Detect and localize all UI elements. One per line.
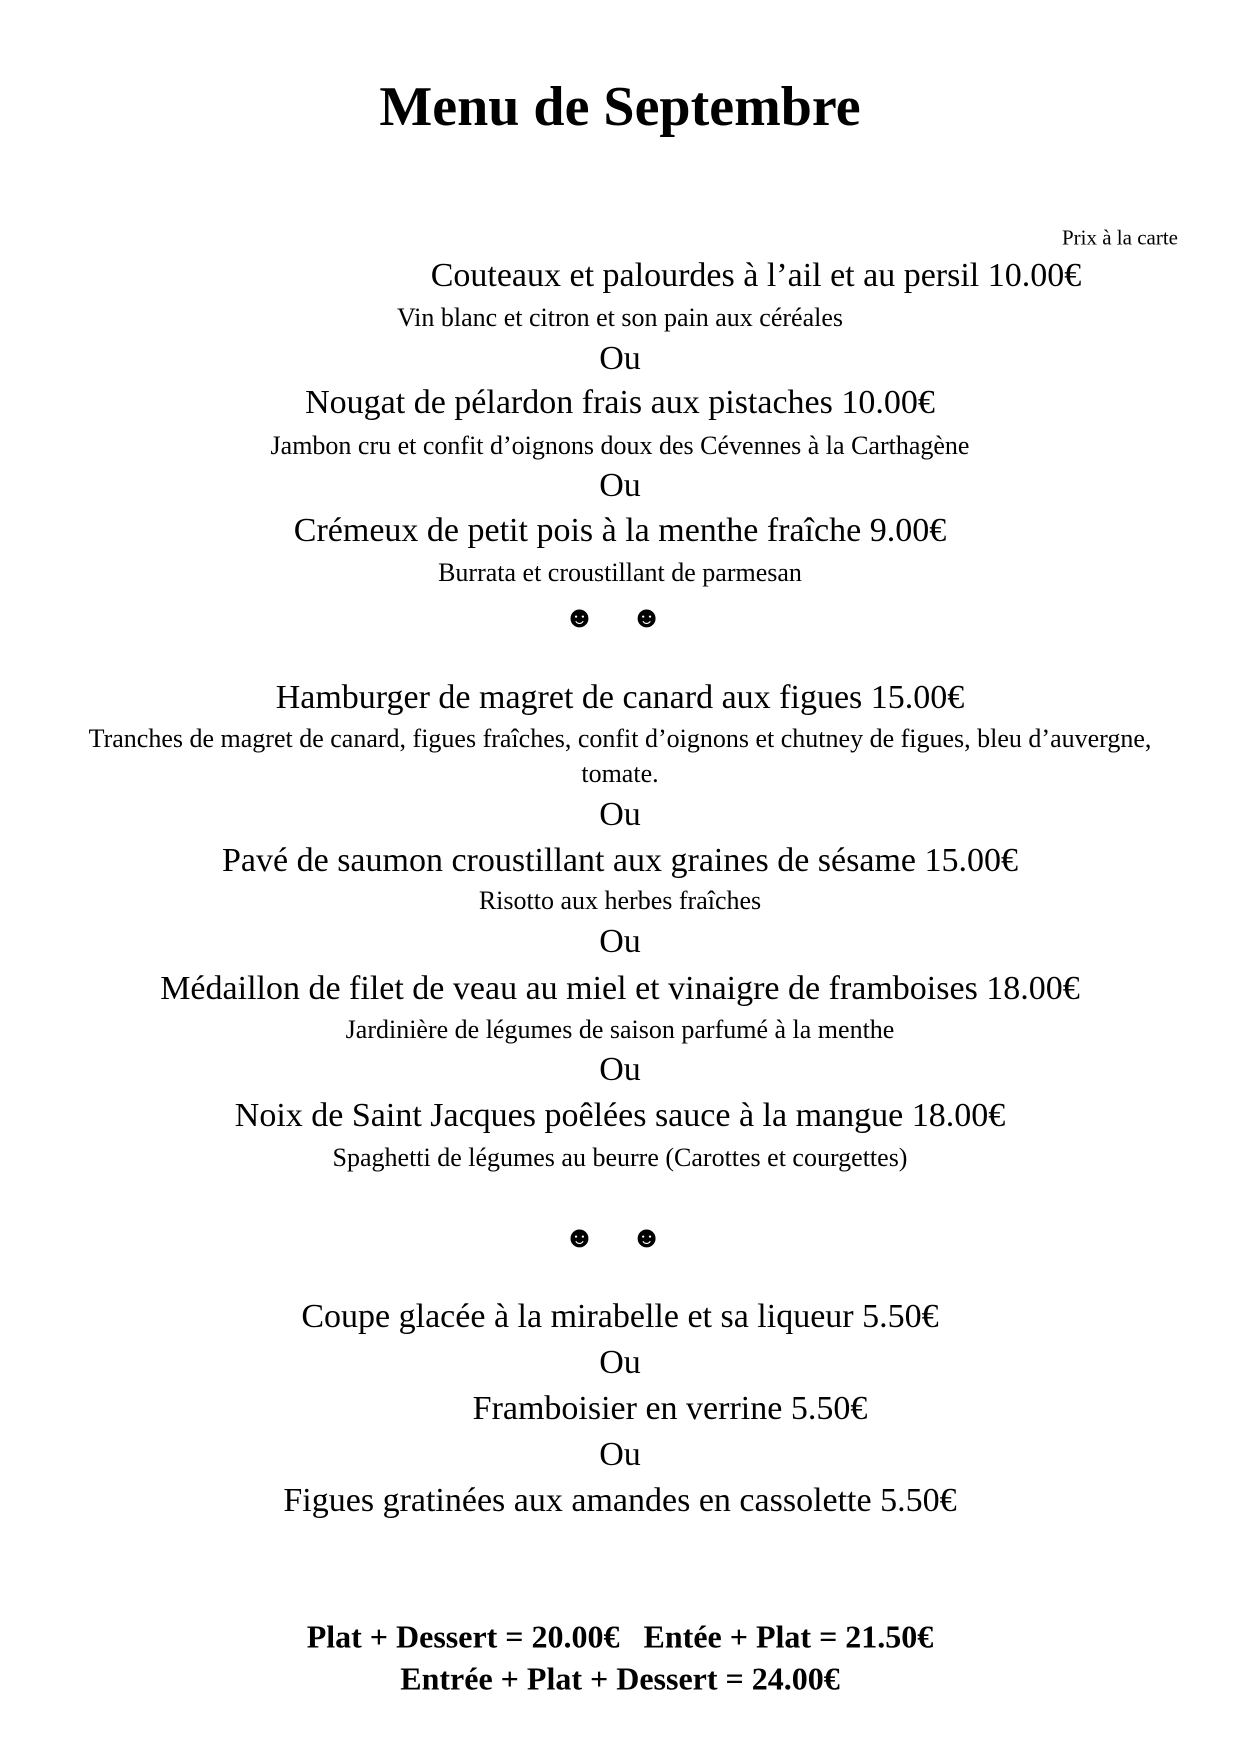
formula-line: Plat + Dessert = 20.00€ Entée + Plat = 21.50€ [306, 1618, 934, 1655]
or-separator: Ou [599, 467, 641, 504]
plat-desc: Tranches de magret de canard, figues fraîches, confit d’oignons et chutney de figues, bleu d’auvergne, tomate. [88, 724, 1152, 788]
entree-name: Nougat de pélardon frais aux pistaches 10.00€ [305, 384, 935, 421]
entree-desc: Jambon cru et confit d’oignons doux des Cévennes à la Carthagène [270, 431, 970, 460]
formula-line: Entrée + Plat + Dessert = 24.00€ [400, 1660, 840, 1697]
or-separator: Ou [599, 1344, 641, 1381]
entree-desc: Burrata et croustillant de parmesan [438, 558, 802, 587]
plat-name: Pavé de saumon croustillant aux graines de sésame 15.00€ [222, 842, 1018, 879]
plat-name: Hamburger de magret de canard aux figues 15.00€ [275, 679, 965, 716]
plat-name: Médaillon de filet de veau au miel et vinaigre de framboises 18.00€ [160, 970, 1080, 1007]
or-separator: Ou [599, 340, 641, 377]
or-separator: Ou [599, 1051, 641, 1088]
or-separator: Ou [599, 796, 641, 833]
entree-name: Crémeux de petit pois à la menthe fraîche 9.00€ [293, 512, 947, 549]
smiley-separator-icon: ☻ ☻ [563, 1221, 677, 1254]
entree-name: Couteaux et palourdes à l’ail et au persil 10.00€ [430, 257, 1082, 294]
page-title: Menu de Septembre [379, 76, 861, 138]
or-separator: Ou [599, 923, 641, 960]
or-separator: Ou [599, 1436, 641, 1473]
plat-desc: Risotto aux herbes fraîches [478, 886, 762, 915]
plat-desc: Spaghetti de légumes au beurre (Carottes et courgettes) [332, 1143, 908, 1172]
dessert-name: Framboisier en verrine 5.50€ [472, 1390, 868, 1427]
plat-desc: Jardinière de légumes de saison parfumé à la menthe [345, 1015, 895, 1044]
dessert-name: Coupe glacée à la mirabelle et sa liqueur 5.50€ [301, 1298, 939, 1335]
plat-name: Noix de Saint Jacques poêlées sauce à la mangue 18.00€ [234, 1097, 1006, 1134]
dessert-name: Figues gratinées aux amandes en cassolette 5.50€ [283, 1482, 957, 1519]
smiley-separator-icon: ☻ ☻ [563, 601, 677, 634]
entree-desc: Vin blanc et citron et son pain aux céréales [396, 303, 844, 332]
price-label: Prix à la carte [1061, 225, 1178, 250]
